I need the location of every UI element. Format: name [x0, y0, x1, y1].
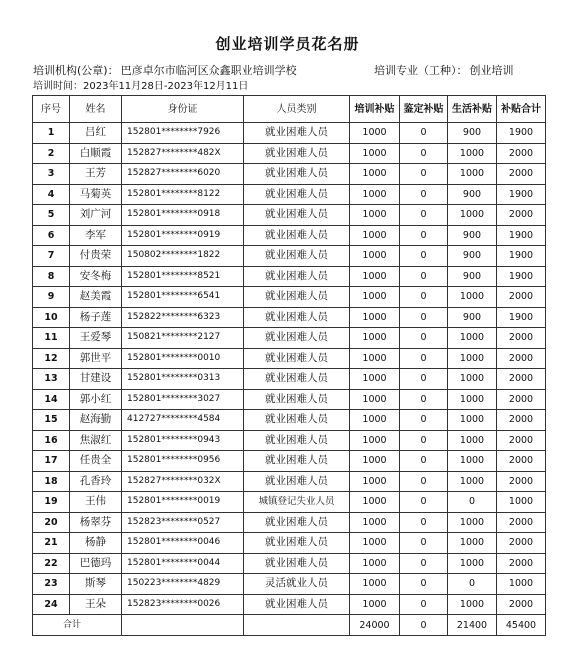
- institution-value: 巴彦卓尔市临河区众鑫职业培训学校: [120, 64, 297, 77]
- table-row: [33, 328, 546, 349]
- cell-training-subsidy: 1000: [350, 410, 400, 431]
- cell-subsidy-total: 2000: [497, 512, 546, 533]
- table-row: [33, 553, 546, 574]
- cell-no: 10: [33, 307, 70, 328]
- cell-no: 4: [33, 184, 70, 205]
- cell-category: 就业困难人员: [244, 594, 350, 615]
- cell-category: 就业困难人员: [244, 225, 350, 246]
- cell-no: 9: [33, 287, 70, 308]
- table-row: [33, 533, 546, 554]
- cell-training-subsidy: 1000: [350, 512, 400, 533]
- cell-no: 23: [33, 574, 70, 595]
- cell-name: 安冬梅: [70, 266, 122, 287]
- cell-name: 任贵全: [70, 451, 122, 472]
- cell-training-subsidy: 1000: [350, 164, 400, 185]
- cell-id: 150802********1822: [122, 246, 244, 267]
- cell-subsidy-total: 2000: [497, 410, 546, 431]
- table-row: [33, 430, 546, 451]
- table-row: [33, 574, 546, 595]
- cell-subsidy-total: 2000: [497, 287, 546, 308]
- cell-no: 16: [33, 430, 70, 451]
- cell-appraisal-subsidy: 0: [400, 205, 448, 226]
- header-living-subsidy: 生活补贴: [448, 96, 497, 123]
- cell-training-subsidy: 1000: [350, 533, 400, 554]
- cell-name: 孔香玲: [70, 471, 122, 492]
- cell-id: 152801********0044: [122, 553, 244, 574]
- cell-name: 付贵荣: [70, 246, 122, 267]
- table-row: [33, 123, 546, 144]
- cell-id: 152801********7926: [122, 123, 244, 144]
- cell-no: 5: [33, 205, 70, 226]
- page-title: 创业培训学员花名册: [215, 35, 360, 53]
- cell-appraisal-subsidy: 0: [400, 307, 448, 328]
- cell-name: 王爱琴: [70, 328, 122, 349]
- training-institution: [33, 62, 297, 78]
- cell-living-subsidy: 1000: [448, 553, 497, 574]
- cell-no: 14: [33, 389, 70, 410]
- cell-subsidy-total: 2000: [497, 348, 546, 369]
- cell-category: 就业困难人员: [244, 451, 350, 472]
- cell-name: 吕红: [70, 123, 122, 144]
- cell-no: 11: [33, 328, 70, 349]
- cell-living-subsidy: 900: [448, 184, 497, 205]
- totals-row: [33, 615, 546, 636]
- cell-category: 就业困难人员: [244, 184, 350, 205]
- cell-no: 22: [33, 553, 70, 574]
- cell-id: 152801********0943: [122, 430, 244, 451]
- cell-training-subsidy: 1000: [350, 348, 400, 369]
- cell-living-subsidy: 900: [448, 225, 497, 246]
- cell-living-subsidy: 900: [448, 307, 497, 328]
- cell-appraisal-subsidy: 0: [400, 225, 448, 246]
- cell-appraisal-subsidy: 0: [400, 287, 448, 308]
- cell-training-subsidy: 1000: [350, 123, 400, 144]
- cell-name: 杨子莲: [70, 307, 122, 328]
- cell-name: 马菊英: [70, 184, 122, 205]
- table-row: [33, 164, 546, 185]
- cell-training-subsidy: 1000: [350, 225, 400, 246]
- cell-training-subsidy: 1000: [350, 594, 400, 615]
- cell-living-subsidy: 1000: [448, 471, 497, 492]
- cell-living-subsidy: 1000: [448, 533, 497, 554]
- cell-name: 郭小红: [70, 389, 122, 410]
- table-row: [33, 594, 546, 615]
- header-no: 序号: [33, 96, 70, 123]
- cell-subsidy-total: 2000: [497, 205, 546, 226]
- cell-appraisal-subsidy: 0: [400, 553, 448, 574]
- cell-living-subsidy: 1000: [448, 451, 497, 472]
- cell-name: 王伟: [70, 492, 122, 513]
- cell-living-subsidy: 900: [448, 123, 497, 144]
- cell-living-subsidy: 1000: [448, 287, 497, 308]
- cell-category: 就业困难人员: [244, 369, 350, 390]
- cell-subsidy-total: 2000: [497, 143, 546, 164]
- cell-subsidy-total: 2000: [497, 389, 546, 410]
- cell-no: 12: [33, 348, 70, 369]
- cell-living-subsidy: 1000: [448, 410, 497, 431]
- table-header-row: [33, 96, 546, 123]
- cell-category: 就业困难人员: [244, 512, 350, 533]
- table-row: [33, 205, 546, 226]
- cell-no: 8: [33, 266, 70, 287]
- cell-appraisal-subsidy: 0: [400, 123, 448, 144]
- header-subsidy-total: 补贴合计: [497, 96, 546, 123]
- cell-appraisal-subsidy: 0: [400, 164, 448, 185]
- cell-id: 152801********0019: [122, 492, 244, 513]
- cell-id: 150223********4829: [122, 574, 244, 595]
- cell-subsidy-total: 1900: [497, 246, 546, 267]
- cell-living-subsidy: 1000: [448, 512, 497, 533]
- cell-subsidy-total: 1900: [497, 225, 546, 246]
- cell-category: 就业困难人员: [244, 430, 350, 451]
- cell-training-subsidy: 1000: [350, 389, 400, 410]
- table-row: [33, 389, 546, 410]
- cell-id: 152823********0527: [122, 512, 244, 533]
- cell-appraisal-subsidy: 0: [400, 533, 448, 554]
- totals-empty-id: [122, 615, 244, 636]
- cell-appraisal-subsidy: 0: [400, 410, 448, 431]
- cell-no: 17: [33, 451, 70, 472]
- cell-training-subsidy: 1000: [350, 287, 400, 308]
- cell-appraisal-subsidy: 0: [400, 471, 448, 492]
- header-name: 姓名: [70, 96, 122, 123]
- cell-no: 18: [33, 471, 70, 492]
- cell-no: 19: [33, 492, 70, 513]
- header-appraisal-subsidy: 鉴定补贴: [400, 96, 448, 123]
- cell-category: 就业困难人员: [244, 246, 350, 267]
- cell-name: 王朵: [70, 594, 122, 615]
- cell-appraisal-subsidy: 0: [400, 451, 448, 472]
- cell-subsidy-total: 2000: [497, 369, 546, 390]
- cell-name: 李军: [70, 225, 122, 246]
- cell-subsidy-total: 1900: [497, 307, 546, 328]
- totals-empty-category: [244, 615, 350, 636]
- cell-id: 152827********482X: [122, 143, 244, 164]
- cell-id: 152822********6323: [122, 307, 244, 328]
- cell-id: 152827********6020: [122, 164, 244, 185]
- cell-living-subsidy: 1000: [448, 164, 497, 185]
- totals-label: 合计: [33, 615, 122, 636]
- cell-living-subsidy: 1000: [448, 594, 497, 615]
- cell-training-subsidy: 1000: [350, 553, 400, 574]
- header-id: 身份证: [122, 96, 244, 123]
- cell-category: 就业困难人员: [244, 205, 350, 226]
- cell-appraisal-subsidy: 0: [400, 348, 448, 369]
- cell-category: 就业困难人员: [244, 266, 350, 287]
- cell-category: 就业困难人员: [244, 410, 350, 431]
- period-label: 培训时间：: [33, 81, 83, 92]
- cell-appraisal-subsidy: 0: [400, 574, 448, 595]
- table-row: [33, 266, 546, 287]
- cell-subsidy-total: 1000: [497, 492, 546, 513]
- cell-living-subsidy: 0: [448, 574, 497, 595]
- cell-training-subsidy: 1000: [350, 451, 400, 472]
- cell-name: 赵海勤: [70, 410, 122, 431]
- cell-appraisal-subsidy: 0: [400, 143, 448, 164]
- cell-category: 灵活就业人员: [244, 574, 350, 595]
- cell-training-subsidy: 1000: [350, 369, 400, 390]
- cell-id: 152801********8521: [122, 266, 244, 287]
- cell-subsidy-total: 1000: [497, 574, 546, 595]
- cell-training-subsidy: 1000: [350, 430, 400, 451]
- cell-appraisal-subsidy: 0: [400, 492, 448, 513]
- cell-living-subsidy: 1000: [448, 143, 497, 164]
- cell-no: 20: [33, 512, 70, 533]
- table-row: [33, 471, 546, 492]
- cell-no: 13: [33, 369, 70, 390]
- cell-living-subsidy: 0: [448, 492, 497, 513]
- cell-living-subsidy: 1000: [448, 328, 497, 349]
- cell-subsidy-total: 2000: [497, 553, 546, 574]
- cell-id: 152801********3027: [122, 389, 244, 410]
- cell-living-subsidy: 1000: [448, 205, 497, 226]
- cell-appraisal-subsidy: 0: [400, 246, 448, 267]
- cell-no: 15: [33, 410, 70, 431]
- cell-name: 郭世平: [70, 348, 122, 369]
- cell-training-subsidy: 1000: [350, 492, 400, 513]
- cell-subsidy-total: 2000: [497, 430, 546, 451]
- cell-training-subsidy: 1000: [350, 471, 400, 492]
- cell-no: 6: [33, 225, 70, 246]
- cell-no: 3: [33, 164, 70, 185]
- cell-name: 白顺霞: [70, 143, 122, 164]
- table-row: [33, 369, 546, 390]
- header-category: 人员类别: [244, 96, 350, 123]
- cell-living-subsidy: 1000: [448, 369, 497, 390]
- cell-id: 152801********0918: [122, 205, 244, 226]
- cell-id: 152801********6541: [122, 287, 244, 308]
- totals-appraisal: 0: [400, 615, 448, 636]
- cell-name: 王芳: [70, 164, 122, 185]
- institution-label: 培训机构(公章)：: [33, 64, 119, 77]
- cell-living-subsidy: 1000: [448, 430, 497, 451]
- cell-no: 7: [33, 246, 70, 267]
- cell-category: 就业困难人员: [244, 287, 350, 308]
- cell-training-subsidy: 1000: [350, 574, 400, 595]
- cell-category: 就业困难人员: [244, 533, 350, 554]
- cell-subsidy-total: 2000: [497, 471, 546, 492]
- specialty-label: 培训专业（工种）：: [374, 64, 468, 77]
- cell-id: 152801********0010: [122, 348, 244, 369]
- cell-appraisal-subsidy: 0: [400, 512, 448, 533]
- table-row: [33, 307, 546, 328]
- cell-subsidy-total: 1900: [497, 266, 546, 287]
- period-value: 2023年11月28日-2023年12月11日: [83, 81, 249, 92]
- cell-category: 就业困难人员: [244, 328, 350, 349]
- totals-training: 24000: [350, 615, 400, 636]
- cell-name: 杨静: [70, 533, 122, 554]
- cell-no: 2: [33, 143, 70, 164]
- cell-appraisal-subsidy: 0: [400, 594, 448, 615]
- cell-appraisal-subsidy: 0: [400, 430, 448, 451]
- cell-subsidy-total: 1900: [497, 184, 546, 205]
- table-row: [33, 410, 546, 431]
- cell-category: 就业困难人员: [244, 307, 350, 328]
- cell-id: 150821********2127: [122, 328, 244, 349]
- table-row: [33, 143, 546, 164]
- cell-id: 152827********032X: [122, 471, 244, 492]
- cell-no: 1: [33, 123, 70, 144]
- table-row: [33, 184, 546, 205]
- cell-training-subsidy: 1000: [350, 266, 400, 287]
- cell-id: 152801********0313: [122, 369, 244, 390]
- cell-id: 412727********4584: [122, 410, 244, 431]
- cell-category: 就业困难人员: [244, 389, 350, 410]
- table-row: [33, 512, 546, 533]
- cell-category: 就业困难人员: [244, 123, 350, 144]
- cell-appraisal-subsidy: 0: [400, 389, 448, 410]
- cell-subsidy-total: 2000: [497, 164, 546, 185]
- table-row: [33, 225, 546, 246]
- header-training-subsidy: 培训补贴: [350, 96, 400, 123]
- cell-name: 斯琴: [70, 574, 122, 595]
- cell-name: 焦淑红: [70, 430, 122, 451]
- totals-total: 45400: [497, 615, 546, 636]
- cell-training-subsidy: 1000: [350, 246, 400, 267]
- table-row: [33, 348, 546, 369]
- cell-training-subsidy: 1000: [350, 328, 400, 349]
- cell-no: 24: [33, 594, 70, 615]
- cell-subsidy-total: 1900: [497, 123, 546, 144]
- cell-id: 152801********0919: [122, 225, 244, 246]
- cell-appraisal-subsidy: 0: [400, 369, 448, 390]
- cell-category: 城镇登记失业人员: [244, 492, 350, 513]
- cell-living-subsidy: 900: [448, 266, 497, 287]
- training-period: [33, 77, 248, 92]
- cell-subsidy-total: 2000: [497, 328, 546, 349]
- cell-subsidy-total: 2000: [497, 451, 546, 472]
- cell-category: 就业困难人员: [244, 471, 350, 492]
- table-row: [33, 287, 546, 308]
- cell-name: 赵美霞: [70, 287, 122, 308]
- cell-living-subsidy: 900: [448, 246, 497, 267]
- cell-id: 152823********0026: [122, 594, 244, 615]
- table-row: [33, 492, 546, 513]
- cell-training-subsidy: 1000: [350, 143, 400, 164]
- cell-living-subsidy: 1000: [448, 389, 497, 410]
- cell-appraisal-subsidy: 0: [400, 266, 448, 287]
- cell-name: 甘建设: [70, 369, 122, 390]
- table-row: [33, 246, 546, 267]
- cell-training-subsidy: 1000: [350, 307, 400, 328]
- cell-training-subsidy: 1000: [350, 205, 400, 226]
- cell-category: 就业困难人员: [244, 164, 350, 185]
- cell-category: 就业困难人员: [244, 143, 350, 164]
- cell-id: 152801********0956: [122, 451, 244, 472]
- cell-id: 152801********8122: [122, 184, 244, 205]
- cell-subsidy-total: 2000: [497, 533, 546, 554]
- cell-living-subsidy: 1000: [448, 348, 497, 369]
- cell-training-subsidy: 1000: [350, 184, 400, 205]
- cell-name: 杨翠芬: [70, 512, 122, 533]
- training-specialty: [374, 62, 514, 78]
- table-row: [33, 451, 546, 472]
- cell-name: 巴德玛: [70, 553, 122, 574]
- cell-appraisal-subsidy: 0: [400, 184, 448, 205]
- cell-category: 就业困难人员: [244, 348, 350, 369]
- cell-name: 刘广河: [70, 205, 122, 226]
- cell-appraisal-subsidy: 0: [400, 328, 448, 349]
- cell-subsidy-total: 2000: [497, 594, 546, 615]
- trainee-roster-table: [32, 95, 546, 636]
- totals-living: 21400: [448, 615, 497, 636]
- cell-id: 152801********0046: [122, 533, 244, 554]
- cell-category: 就业困难人员: [244, 553, 350, 574]
- specialty-value: 创业培训: [469, 64, 514, 77]
- cell-no: 21: [33, 533, 70, 554]
